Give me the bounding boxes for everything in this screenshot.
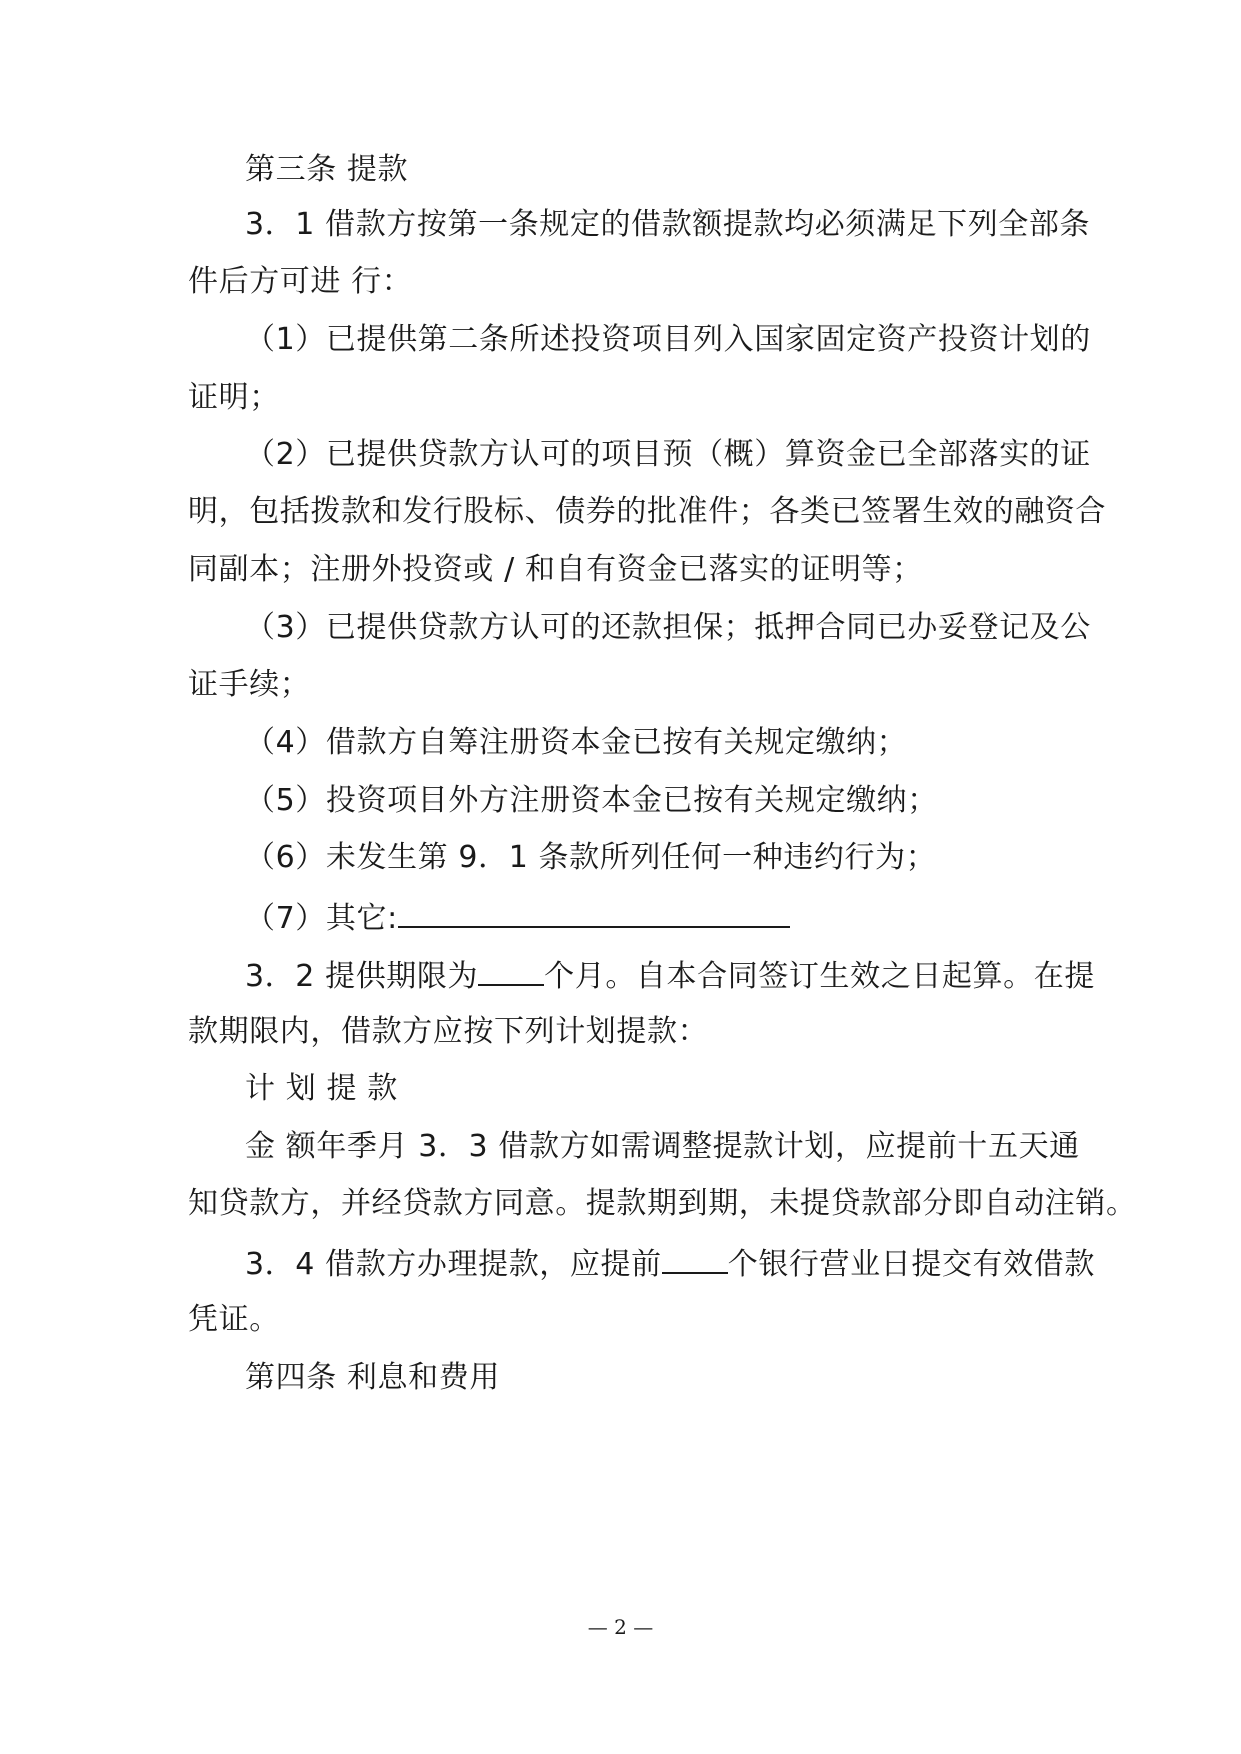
list-item-3: （3）已提供贷款方认可的还款担保；抵押合同已办妥登记及公: [245, 610, 1091, 645]
fill-in-blank-days: [662, 1242, 728, 1274]
clause-3-4-suffix: 个银行营业日提交有效借款: [727, 1247, 1095, 1282]
list-item-7: [245, 896, 790, 939]
clause-3-2-prefix: 3．2 提供期限为: [245, 959, 479, 994]
paragraph-line: 3．1 借款方按第一条规定的借款额提款均必须满足下列全部条: [245, 207, 1091, 242]
paragraph-line: 款期限内，借款方应按下列计划提款：: [188, 1014, 709, 1049]
paragraph-line: [245, 954, 1095, 997]
page-number: — 2 —: [587, 1615, 654, 1639]
paragraph-line: [245, 1242, 1095, 1285]
paragraph-line: 同副本；注册外投资或 / 和自有资金已落实的证明等；: [188, 552, 923, 587]
section-heading-article-4: 第四条 利息和费用: [245, 1360, 500, 1395]
list-item-6: （6）未发生第 9．1 条款所列任何一种违约行为；: [245, 840, 937, 875]
paragraph-line: 明，包括拨款和发行股标、债券的批准件；各类已签署生效的融资合: [188, 494, 1106, 529]
paragraph-line: 知贷款方，并经贷款方同意。提款期到期，未提贷款部分即自动注销。: [188, 1186, 1137, 1221]
paragraph-line: 凭证。: [188, 1302, 280, 1337]
list-item-2: （2）已提供贷款方认可的项目预（概）算资金已全部落实的证: [245, 437, 1091, 472]
fill-in-blank-other: [398, 896, 790, 928]
clause-3-2-suffix: 个月。自本合同签订生效之日起算。在提: [544, 959, 1095, 994]
list-item-7-label: （7）其它:: [245, 901, 398, 936]
plan-heading: 计 划 提 款: [245, 1071, 398, 1106]
section-heading-article-3: 第三条 提款: [245, 152, 409, 187]
list-item-1: （1）已提供第二条所述投资项目列入国家固定资产投资计划的: [245, 322, 1091, 357]
paragraph-line: 证明；: [188, 380, 280, 415]
paragraph-line: 件后方可进 行：: [188, 264, 413, 299]
fill-in-blank-months: [478, 954, 544, 986]
list-item-5: （5）投资项目外方注册资本金已按有关规定缴纳；: [245, 783, 938, 818]
paragraph-line: 证手续；: [188, 667, 311, 702]
clause-3-4-prefix: 3．4 借款方办理提款，应提前: [245, 1247, 662, 1282]
list-item-4: （4）借款方自筹注册资本金已按有关规定缴纳；: [245, 725, 908, 760]
paragraph-line: 金 额年季月 3．3 借款方如需调整提款计划，应提前十五天通: [245, 1129, 1080, 1164]
